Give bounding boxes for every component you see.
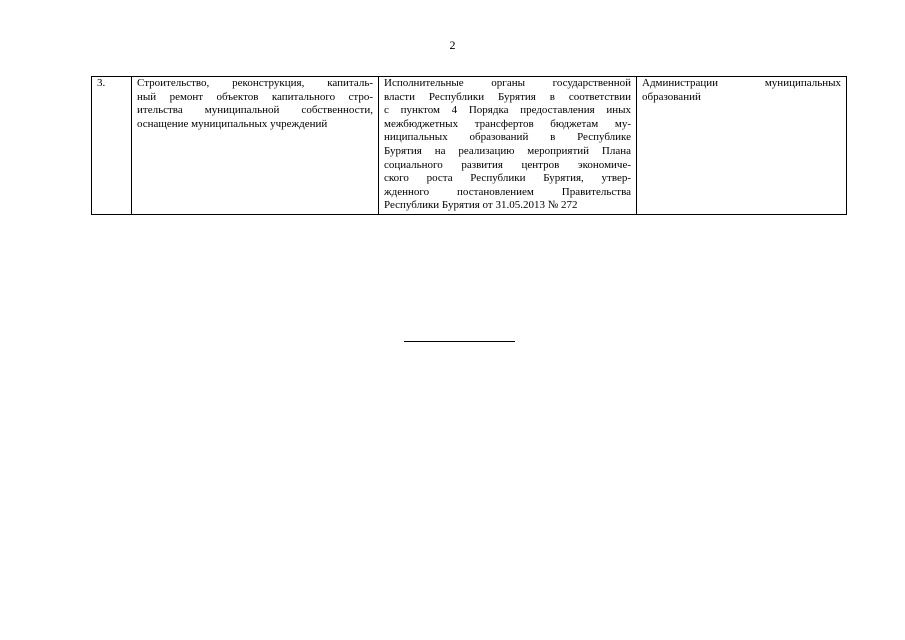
- executors-line: с пунктом 4 Порядка предоставления иных: [384, 104, 631, 117]
- activity-line: оснащение муниципальных учреждений: [137, 117, 328, 130]
- executors-line: ниципальных образований в Республике: [384, 131, 631, 144]
- page-number: 2: [449, 38, 456, 52]
- activity-cell: [132, 77, 379, 215]
- activity-line: Строительство, реконструкция, капиталь-: [137, 77, 373, 89]
- table-row: [92, 77, 847, 215]
- executors-line: Исполнительные органы государственной: [384, 77, 631, 89]
- executors-line: жденного постановлением Правительства: [384, 185, 631, 198]
- executors-line: ского роста Республики Бурятия, утвер-: [384, 172, 631, 185]
- row-number-cell: [92, 77, 132, 215]
- recipients-cell: [637, 77, 847, 215]
- recipients-line: Администрации муниципальных: [642, 77, 841, 89]
- executors-line: Республики Бурятия от 31.05.2013 № 272: [384, 199, 578, 212]
- executors-line: власти Республики Бурятия в соответствии: [384, 90, 631, 103]
- activity-line: ительства муниципальной собственности,: [137, 104, 373, 117]
- end-of-document-rule: [404, 341, 515, 342]
- executors-cell: [379, 77, 637, 215]
- row-number: 3.: [97, 77, 106, 89]
- activity-line: ный ремонт объектов капитального стро-: [137, 90, 373, 103]
- executors-line: социального развития центров экономиче-: [384, 158, 631, 171]
- recipients-line: образований: [642, 90, 701, 103]
- executors-line: Бурятия на реализацию мероприятий Плана: [384, 144, 631, 157]
- executors-line: межбюджетных трансфертов бюджетам му-: [384, 117, 631, 130]
- measures-table: [91, 76, 847, 215]
